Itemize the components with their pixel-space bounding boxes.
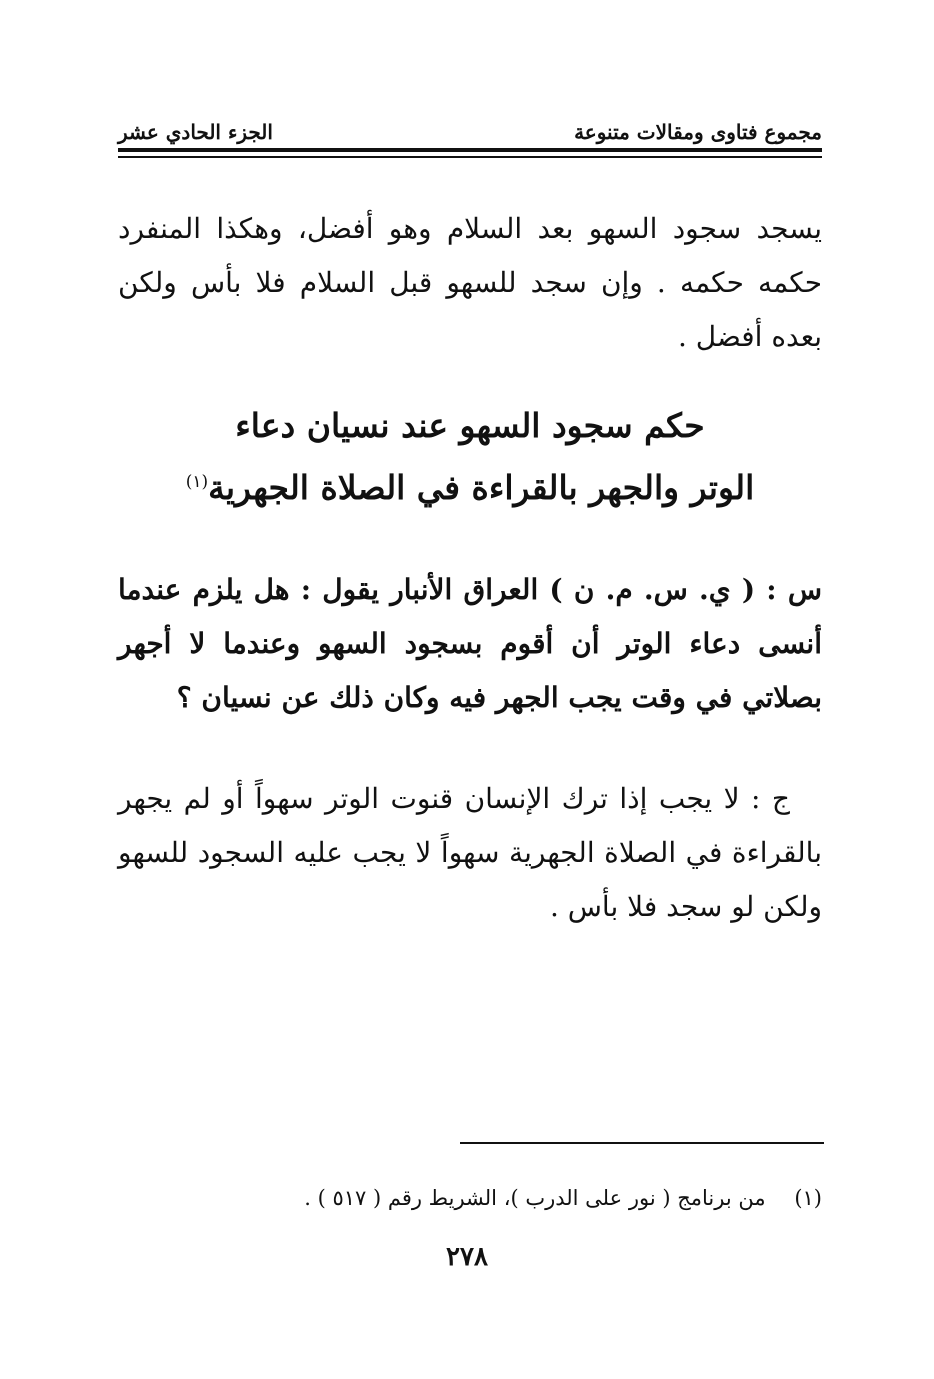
question-paragraph: س : ( ي. س. م. ن ) العراق الأنبار يقول : هل يلزم عندما أنسى دعاء الوتر أن أقوم بسجود السهو وعندما لا أجهر بصلاتي في وقت يجب الجهر فيه وكان ذلك عن نسيان ؟	[118, 573, 822, 714]
footnote-separator	[460, 1142, 824, 1144]
intro-paragraph: يسجد سجود السهو بعد السلام وهو أفضل، وهكذا المنفرد حكمه حكمه . وإن سجد للسهو قبل السلام فلا بأس ولكن بعده أفضل .	[118, 212, 822, 353]
answer-text: ج : لا يجب إذا ترك الإنسان قنوت الوتر سهواً أو لم يجهر بالقراءة في الصلاة الجهرية سهواً لا يجب عليه السجود للسهو ولكن لو سجد فلا بأس .	[118, 782, 822, 923]
section-title-line-1: حكم سجود السهو عند نسيان دعاء	[235, 406, 705, 445]
footnote-number: (١)	[794, 1186, 822, 1210]
answer-paragraph	[118, 772, 822, 934]
section-heading	[118, 398, 822, 516]
footnote	[122, 1180, 822, 1216]
footnote-text: من برنامج ( نور على الدرب )، الشريط رقم ( ٥١٧ ) .	[304, 1186, 766, 1210]
page-number: ٢٧٨	[446, 1242, 488, 1272]
footnote-reference: (١)	[185, 472, 209, 492]
section-title-line-2-text: الوتر والجهر بالقراءة في الصلاة الجهرية	[208, 468, 755, 507]
volume-label: الجزء الحادي عشر	[118, 120, 273, 144]
header-rule-thin	[118, 156, 822, 158]
header-rule-thick	[118, 148, 822, 152]
section-title-line-2	[118, 454, 822, 516]
book-title: مجموع فتاوى ومقالات متنوعة	[574, 120, 822, 144]
